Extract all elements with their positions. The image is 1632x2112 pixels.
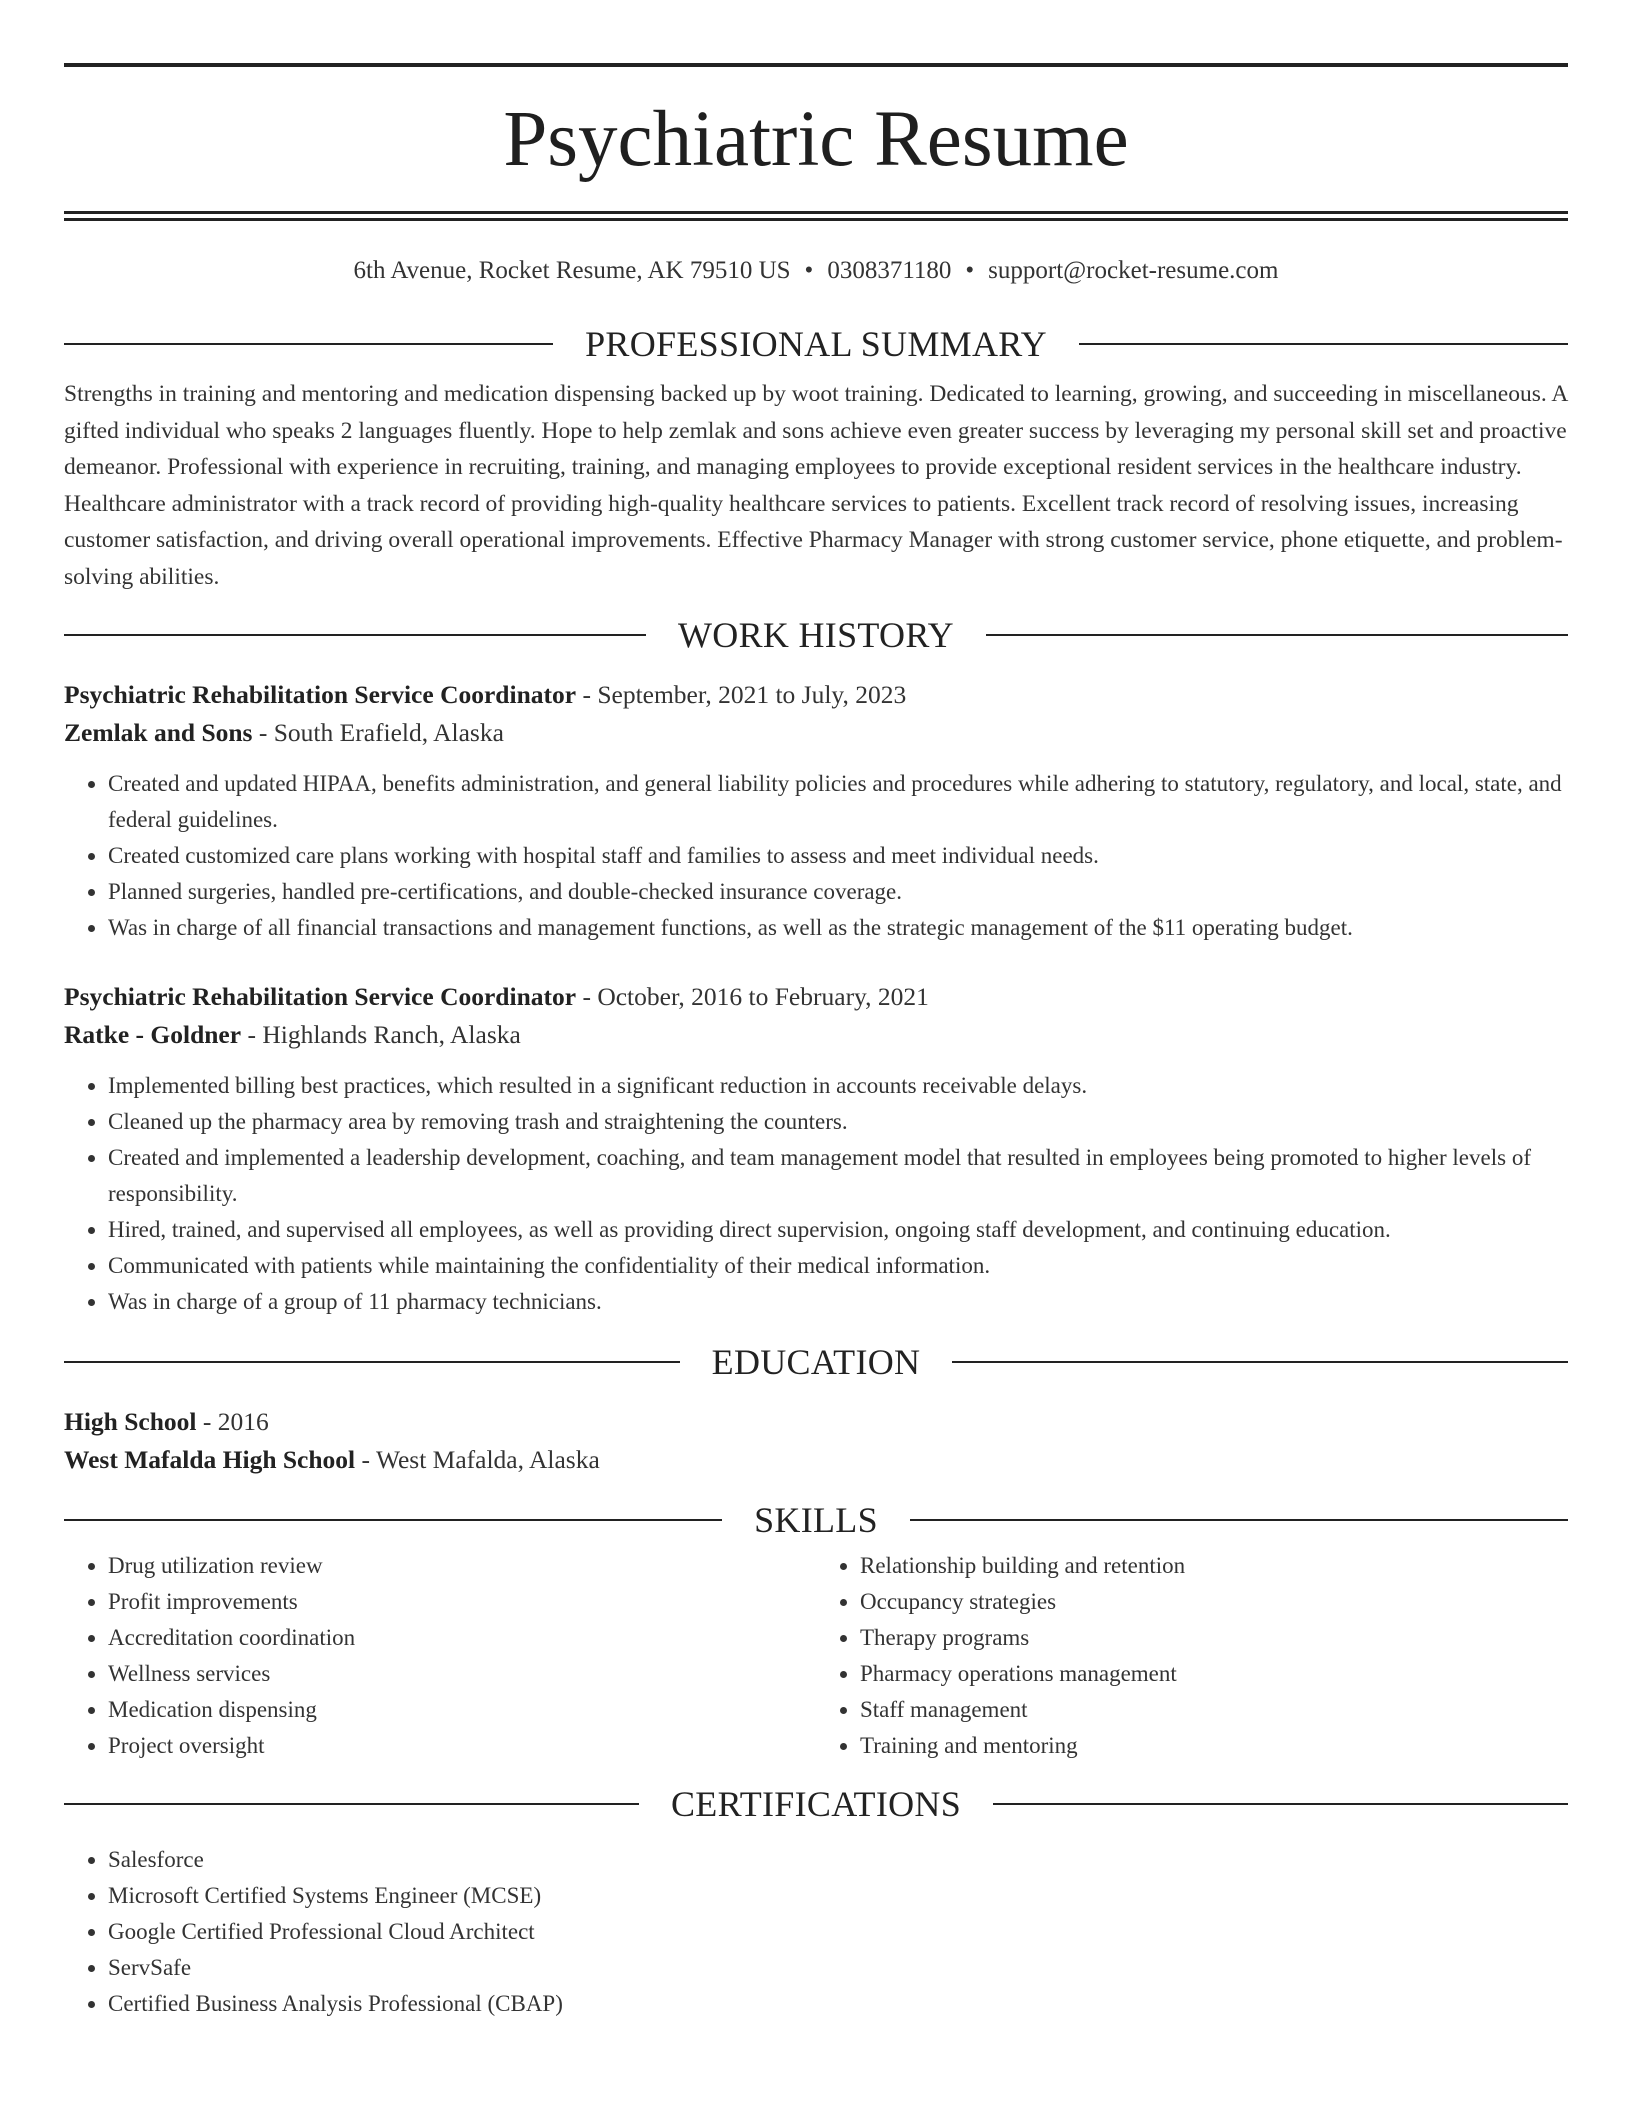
certification-item: • Salesforce bbox=[108, 1842, 1568, 1878]
job-bullet: • Created and updated HIPAA, benefits administration, and general liability policies and procedures while adhering to statutory, regulatory, and local, state, and federal guidelines. bbox=[108, 766, 1568, 838]
skill-item: • Training and mentoring bbox=[860, 1728, 1568, 1764]
job-bullet: • Created and implemented a leadership development, coaching, and team management model that resulted in employees being promoted to higher levels of responsibility. bbox=[108, 1140, 1568, 1212]
job-entry bbox=[64, 978, 1568, 1320]
heading-rule-left bbox=[64, 1361, 680, 1363]
heading-rule-left bbox=[64, 634, 646, 636]
summary-text: Strengths in training and mentoring and medication dispensing backed up by woot training. Dedicated to learning, growing, and succeeding in miscellaneous. A gifted individual who speaks 2 languages fluently. Hope to help zemlak and sons achieve even greater success by leveraging my personal skill set and proactive demeanor. Professional with experience in recruiting, training, and managing employees to provide exceptional resident services in the healthcare industry. Healthcare administrator with a track record of providing high-quality healthcare services to patients. Excellent track record of resolving issues, increasing customer satisfaction, and driving overall operational improvements. Effective Pharmacy Manager with strong customer service, phone etiquette, and problem-solving abilities. bbox=[64, 381, 1568, 590]
job-dates: October, 2016 to February, 2021 bbox=[597, 982, 929, 1011]
job-dates: September, 2021 to July, 2023 bbox=[597, 680, 907, 709]
work-history-heading bbox=[64, 615, 1568, 655]
contact-email: support@rocket-resume.com bbox=[988, 257, 1279, 284]
heading-rule-left bbox=[64, 343, 553, 345]
certification-item: • Google Certified Professional Cloud Architect bbox=[108, 1914, 1568, 1950]
education-degree: High School bbox=[64, 1407, 197, 1436]
summary-heading-label: PROFESSIONAL SUMMARY bbox=[585, 324, 1047, 364]
job-bullet: • Was in charge of all financial transactions and management functions, as well as the strategic management of the $11 operating budget. bbox=[108, 910, 1568, 946]
contact-address: 6th Avenue, Rocket Resume, AK 79510 US bbox=[353, 257, 791, 284]
skill-item: • Drug utilization review bbox=[108, 1548, 816, 1584]
certification-item: • Microsoft Certified Systems Engineer (MCSE) bbox=[108, 1878, 1568, 1914]
job-bullet: • Planned surgeries, handled pre-certifications, and double-checked insurance coverage. bbox=[108, 874, 1568, 910]
job-bullet: • Cleaned up the pharmacy area by removing trash and straightening the counters. bbox=[108, 1104, 1568, 1140]
certifications-heading bbox=[64, 1784, 1568, 1824]
job-location: South Erafield, Alaska bbox=[273, 718, 504, 747]
job-title: Psychiatric Rehabilitation Service Coordinator bbox=[64, 680, 577, 709]
skill-item: • Profit improvements bbox=[108, 1584, 816, 1620]
skill-item: • Project oversight bbox=[108, 1728, 816, 1764]
skill-item: • Wellness services bbox=[108, 1656, 816, 1692]
skill-item: • Medication dispensing bbox=[108, 1692, 816, 1728]
heading-rule-right bbox=[952, 1361, 1568, 1363]
heading-rule-right bbox=[993, 1803, 1568, 1805]
contact-line bbox=[64, 256, 1568, 286]
job-bullet: • Created customized care plans working with hospital staff and families to assess and meet individual needs. bbox=[108, 838, 1568, 874]
heading-rule-right bbox=[1079, 343, 1568, 345]
skill-item: • Pharmacy operations management bbox=[860, 1656, 1568, 1692]
skills-heading-label: SKILLS bbox=[754, 1500, 878, 1540]
education-school-line: West Mafalda High School - West Mafalda, Alaska bbox=[64, 1445, 600, 1474]
job-bullet: • Communicated with patients while maintaining the confidentiality of their medical information. bbox=[108, 1248, 1568, 1284]
job-bullets bbox=[64, 1068, 1568, 1320]
certification-item: • Certified Business Analysis Professional (CBAP) bbox=[108, 1986, 1568, 2022]
education-school: West Mafalda High School bbox=[64, 1445, 356, 1474]
heading-rule-right bbox=[910, 1519, 1568, 1521]
job-company-line: Zemlak and Sons - South Erafield, Alaska bbox=[64, 718, 504, 747]
job-bullet: • Hired, trained, and supervised all employees, as well as providing direct supervision, ongoing staff development, and continuing education. bbox=[108, 1212, 1568, 1248]
contact-phone: 0308371180 bbox=[827, 257, 952, 284]
job-location: Highlands Ranch, Alaska bbox=[262, 1020, 521, 1049]
skill-item: • Staff management bbox=[860, 1692, 1568, 1728]
job-bullet: • Was in charge of a group of 11 pharmacy technicians. bbox=[108, 1284, 1568, 1320]
skills-column-right bbox=[816, 1548, 1568, 1764]
job-company: Ratke - Goldner bbox=[64, 1020, 242, 1049]
heading-rule-right bbox=[986, 634, 1568, 636]
job-title-line: Psychiatric Rehabilitation Service Coordinator - September, 2021 to July, 2023 bbox=[64, 680, 907, 709]
header-double-rule bbox=[64, 211, 1568, 221]
certification-item: • ServSafe bbox=[108, 1950, 1568, 1986]
job-title: Psychiatric Rehabilitation Service Coordinator bbox=[64, 982, 577, 1011]
resume-title: Psychiatric Resume bbox=[503, 96, 1129, 183]
skills-heading bbox=[64, 1500, 1568, 1540]
summary-heading bbox=[64, 324, 1568, 364]
work-history-heading-label: WORK HISTORY bbox=[678, 615, 954, 655]
education-degree-line: High School - 2016 bbox=[64, 1407, 269, 1436]
job-bullet: • Implemented billing best practices, which resulted in a significant reduction in accounts receivable delays. bbox=[108, 1068, 1568, 1104]
heading-rule-left bbox=[64, 1803, 639, 1805]
certifications-heading-label: CERTIFICATIONS bbox=[670, 1784, 962, 1824]
education-heading-label: EDUCATION bbox=[711, 1342, 921, 1382]
job-bullets bbox=[64, 766, 1568, 946]
skill-item: • Therapy programs bbox=[860, 1620, 1568, 1656]
contact-separator: • bbox=[804, 257, 814, 284]
job-company: Zemlak and Sons bbox=[64, 718, 253, 747]
education-location: West Mafalda, Alaska bbox=[375, 1445, 600, 1474]
contact-separator: • bbox=[965, 257, 975, 284]
skills-grid bbox=[64, 1548, 1568, 1764]
job-title-line: Psychiatric Rehabilitation Service Coordinator - October, 2016 to February, 2021 bbox=[64, 982, 929, 1011]
skills-column-left bbox=[64, 1548, 816, 1764]
certifications-list bbox=[64, 1842, 1568, 2022]
job-entry bbox=[64, 676, 1568, 946]
skill-item: • Accreditation coordination bbox=[108, 1620, 816, 1656]
education-year: 2016 bbox=[217, 1407, 269, 1436]
job-company-line: Ratke - Goldner - Highlands Ranch, Alaska bbox=[64, 1020, 521, 1049]
skill-item: • Occupancy strategies bbox=[860, 1584, 1568, 1620]
education-heading bbox=[64, 1342, 1568, 1382]
education-entry bbox=[64, 1403, 1568, 1479]
header-top-rule bbox=[64, 63, 1568, 67]
heading-rule-left bbox=[64, 1519, 722, 1521]
skill-item: • Relationship building and retention bbox=[860, 1548, 1568, 1584]
